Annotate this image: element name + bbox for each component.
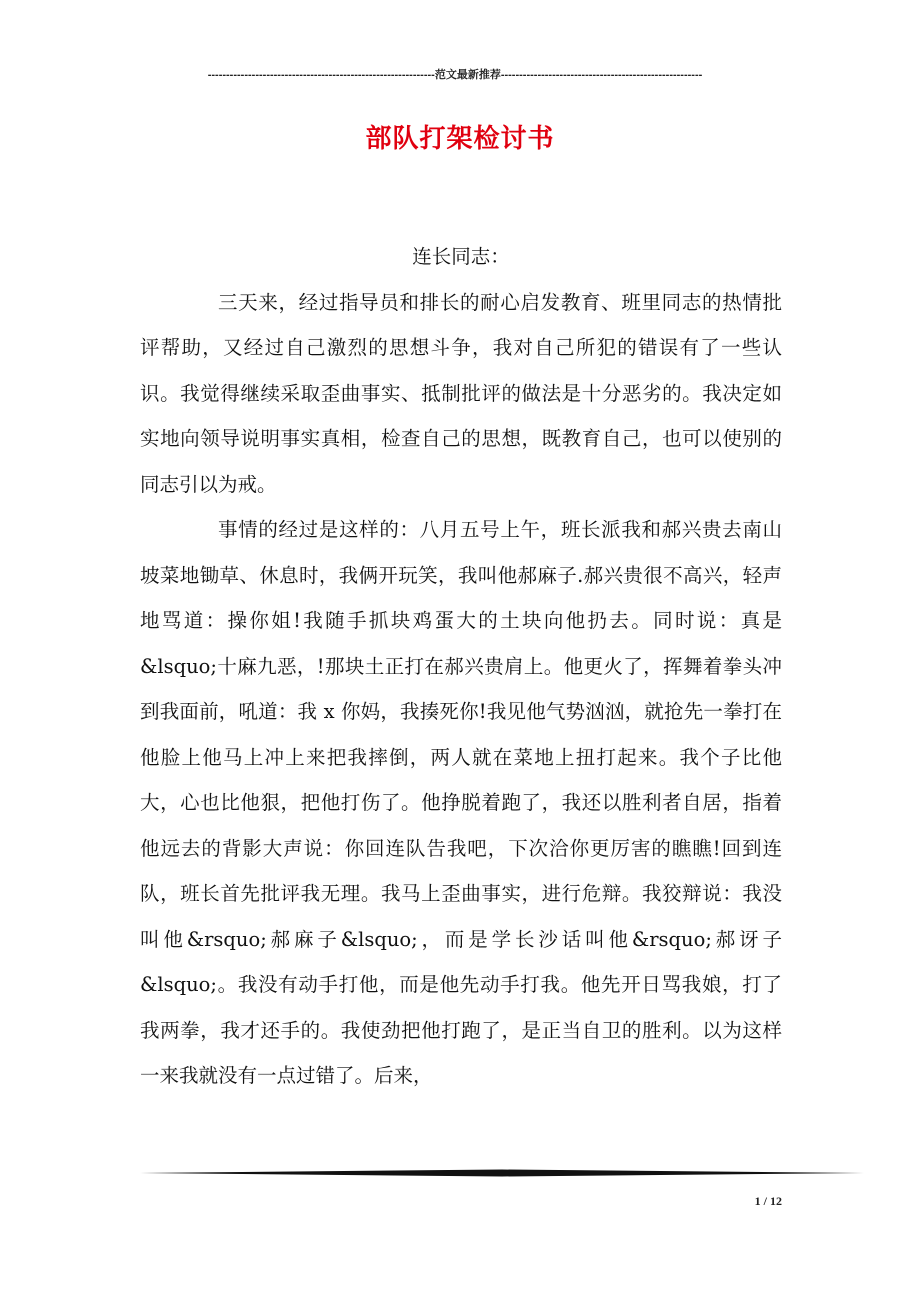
- footer-rule: [140, 1168, 864, 1178]
- document-body: [140, 234, 782, 1099]
- paragraph-2: 事情的经过是这样的：八月五号上午，班长派我和郝兴贵去南山坡菜地锄草、休息时，我俩开玩笑，我叫他郝麻子.郝兴贵很不高兴，轻声地骂道：操你姐!我随手抓块鸡蛋大的土块向他扔去。同时说：真是&lsquo;十麻九恶，!那块土正打在郝兴贵肩上。他更火了，挥舞着拳头冲到我面前，吼道：我 x 你妈，我揍死你!我见他气势汹汹，就抢先一拳打在他脸上他马上冲上来把我摔倒，两人就在菜地上扭打起来。我个子比他大，心也比他狠，把他打伤了。他挣脱着跑了，我还以胜利者自居，指着他远去的背影大声说：你回连队告我吧，下次洽你更厉害的瞧瞧!回到连队，班长首先批评我无理。我马上歪曲事实，进行危辩。我狡辩说：我没叫他&rsquo;郝麻子&lsquo;，而是学长沙话叫他&rsquo;郝讶子&lsquo;。我没有动手打他，而是他先动手打我。他先开日骂我娘，打了我两拳，我才还手的。我使劲把他打跑了，是正当自卫的胜利。以为这样一来我就没有一点过错了。后来，: [140, 518, 782, 1087]
- page-number: 1 / 12: [754, 1194, 782, 1208]
- paragraph-1: 三天来，经过指导员和排长的耐心启发教育、班里同志的热情批评帮助，又经过自己激烈的思想斗争，我对自己所犯的错误有了一些认识。我觉得继续采取歪曲事实、抵制批评的做法是十分恶劣的。我决定如实地向领导说明事实真相，检查自己的思想，既教育自己，也可以使别的同志引以为戒。: [140, 290, 782, 496]
- document-title: 部队打架检讨书: [365, 124, 555, 154]
- salutation: 连长同志：: [412, 245, 510, 268]
- page-header-banner: --------------------------------------------------------------范文最新推荐-------------------------------------------------------: [207, 69, 703, 81]
